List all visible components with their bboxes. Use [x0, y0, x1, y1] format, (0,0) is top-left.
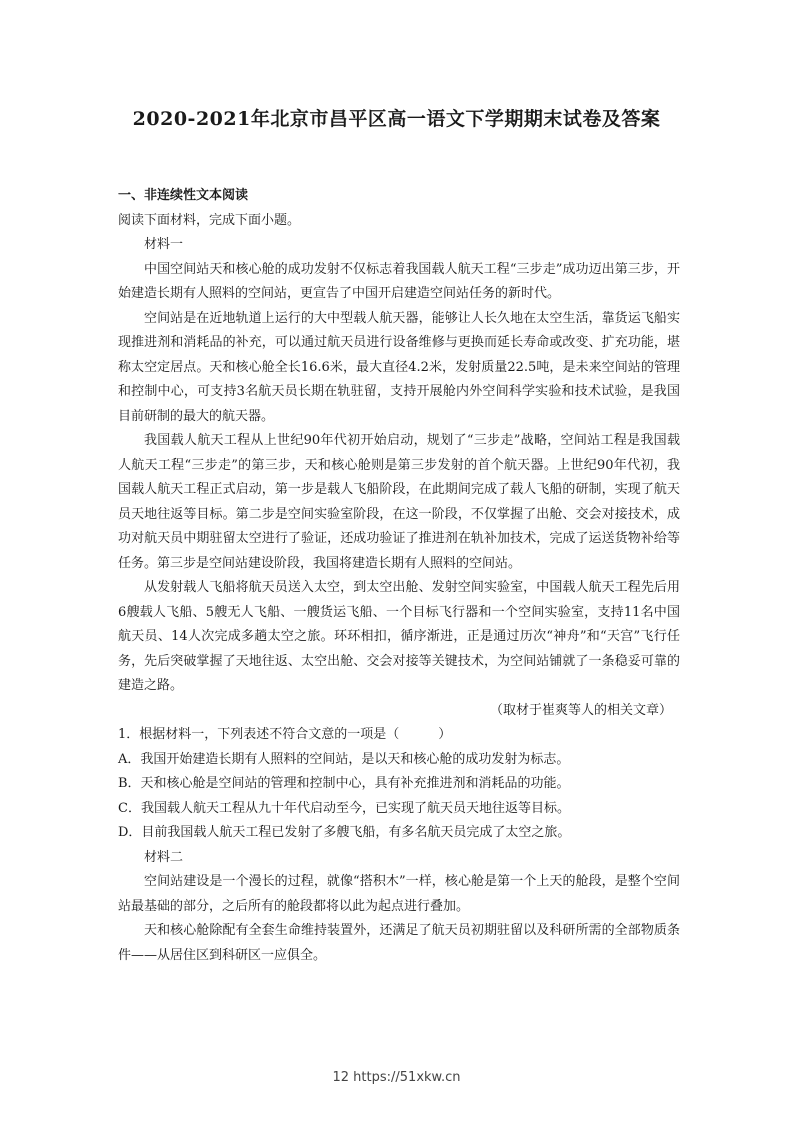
material1-paragraph-4: 从发射载人飞船将航天员送入太空，到太空出舱、发射空间实验室，中国载人航天工程先后用6艘载人飞船、5艘无人飞船、一艘货运飞船、一个目标飞行器和一个空间实验室，支持11名中国航天员、14人次完成多趟太空之旅。环环相扣，循序渐进，正是通过历次“神舟”和“天宫”飞行任务，先后突破掌握了天地往返、太空出舱、交会对接等关键技术，为空间站铺就了一条稳妥可靠的建造之路。: [118, 580, 680, 693]
section-heading: 一、非连续性文本阅读: [118, 188, 249, 203]
question-1-option-c: C．我国载人航天工程从九十年代启动至今，已实现了航天员天地往返等目标。: [118, 800, 570, 816]
question-1-option-d: D．目前我国载人航天工程已发射了多艘飞船，有多名航天员完成了太空之旅。: [118, 825, 571, 840]
question-1-option-a: A．我国开始建造长期有人照料的空间站，是以天和核心舱的成功发射为标志。: [118, 751, 570, 767]
material1-source: （取材于崔爽等人的相关文章）: [489, 702, 672, 718]
document-body: [118, 184, 680, 968]
question-1-option-b: B．天和核心舱是空间站的管理和控制中心，具有补充推进剂和消耗品的功能。: [118, 776, 570, 791]
material2-label: 材料二: [144, 849, 184, 865]
material1-paragraph-1: 中国空间站天和核心舱的成功发射不仅标志着我国载人航天工程“三步走”成功迈出第三步，开始建造长期有人照料的空间站，更宣告了中国开启建造空间站任务的新时代。: [118, 261, 680, 301]
material1-paragraph-2: 空间站是在近地轨道上运行的大中型载人航天器，能够让人长久地在太空生活，靠货运飞船实现推进剂和消耗品的补充，可以通过航天员进行设备维修与更换而延长寿命或改变、扩充功能，堪称太空定居点。天和核心舱全长16.6米，最大直径4.2米，发射质量22.5吨，是未来空间站的管理和控制中心，可支持3名航天员长期在轨驻留，支持开展舱内外空间科学实验和技术试验，是我国目前研制的最大的航天器。: [118, 310, 680, 424]
instruction: 阅读下面材料，完成下面小题。: [118, 212, 301, 228]
material1-paragraph-3: 我国载人航天工程从上世纪90年代初开始启动，规划了“三步走”战略，空间站工程是我国载人航天工程“三步走”的第三步，天和核心舱则是第三步发射的首个航天器。上世纪90年代初，我国载人航天工程正式启动，第一步是载人飞船阶段，在此期间完成了载人飞船的研制，实现了航天员天地往返等目标。第二步是空间实验室阶段，在这一阶段，不仅掌握了出舱、交会对接技术，成功对航天员中期驻留太空进行了验证，还成功验证了推进剂在轨补加技术，完成了运送货物补给等任务。第三步是空间站建设阶段，我国将建造长期有人照料的空间站。: [118, 433, 680, 571]
page-title: 2020-2021年北京市昌平区高一语文下学期期末试卷及答案: [132, 108, 661, 130]
material2-paragraph-1: 空间站建设是一个漫长的过程，就像“搭积木”一样，核心舱是第一个上天的舱段，是整个空间站最基础的部分，之后所有的舱段都将以此为起点进行叠加。: [118, 874, 680, 914]
material1-label: 材料一: [144, 237, 184, 252]
question-1-stem: 1．根据材料一，下列表述不符合文意的一项是（ ）: [118, 727, 452, 742]
page-footer: 12 https://51xkw.cn: [332, 1070, 461, 1085]
material2-paragraph-2: 天和核心舱除配有全套生命维持装置外，还满足了航天员初期驻留以及科研所需的全部物质条件——从居住区到科研区一应俱全。: [118, 923, 680, 963]
